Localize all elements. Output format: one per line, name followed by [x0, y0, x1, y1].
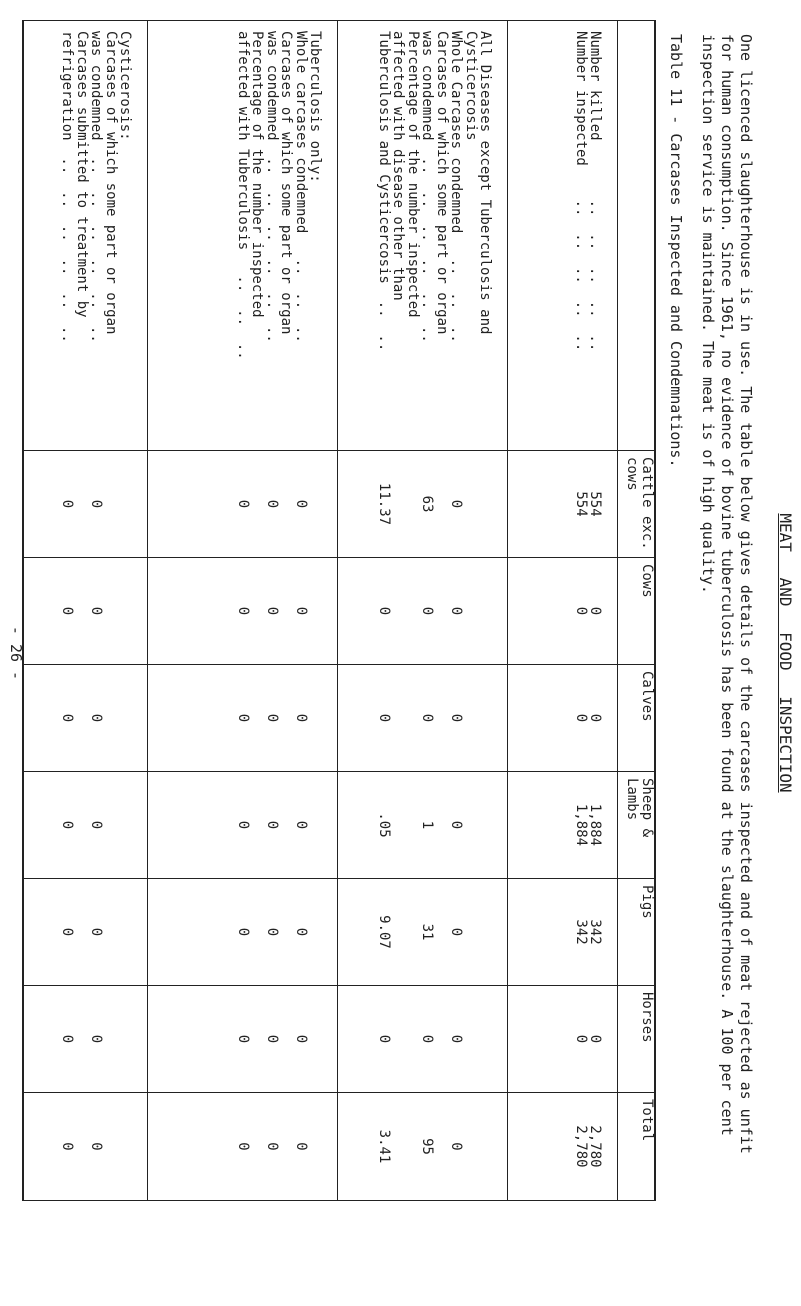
table-section: [148, 21, 338, 1201]
value-cell: [148, 879, 338, 986]
cell-value: 1,884: [573, 803, 589, 847]
cell-value: 0: [264, 927, 280, 937]
row-label: Whole carcases condemned .. .. ..: [293, 31, 309, 343]
cell-value: [308, 986, 323, 1092]
cell-value: 0: [376, 1034, 392, 1044]
table-header-row: [618, 21, 656, 1201]
cell-value: 0: [88, 820, 105, 830]
cell-value: 0: [573, 1034, 589, 1044]
cell-value: 9.07: [376, 915, 392, 949]
cell-value: [118, 986, 133, 1092]
value-cell: [24, 558, 148, 665]
cell-value: 0: [88, 927, 105, 937]
value-cell: [338, 1093, 508, 1201]
cell-value: 0: [573, 606, 589, 616]
cell-value: [464, 986, 479, 1092]
cell-value: 0: [59, 713, 76, 723]
cell-value: 0: [59, 606, 76, 616]
value-cell: [338, 665, 508, 772]
cell-value: [308, 879, 323, 985]
cell-value: 63: [419, 495, 436, 513]
cell-value: 0: [264, 1034, 280, 1044]
cell-value: [118, 558, 133, 664]
cell-value: 0: [448, 1142, 465, 1151]
value-cell: [508, 772, 618, 879]
value-cell: [338, 986, 508, 1093]
row-labels: [148, 21, 338, 451]
table-section: [24, 21, 148, 1201]
cell-value: 0: [293, 820, 309, 830]
cell-value: 0: [293, 713, 309, 723]
table-section: [508, 21, 618, 1201]
row-label: was condemned .. .. .. .. .. ..: [419, 31, 436, 343]
value-cell: [338, 879, 508, 986]
cell-value: 0: [88, 713, 105, 723]
row-label: Carcases of which some part or organ: [103, 31, 119, 335]
row-labels: [24, 21, 148, 451]
value-cell: [148, 986, 338, 1093]
column-header: Cattle exc. cows: [618, 451, 656, 558]
table-caption: Table 11 - Carcases Inspected and Condemnations.: [667, 34, 685, 468]
cell-value: 0: [587, 1034, 604, 1044]
column-header: Sheep & Lambs: [618, 772, 656, 879]
cell-value: [308, 558, 323, 664]
cell-value: 0: [88, 1142, 105, 1151]
row-label: Cysticerosis:: [117, 31, 134, 141]
cell-value: [118, 665, 133, 771]
value-cell: [24, 1093, 148, 1201]
row-label: All Diseases except Tuberculosis and: [477, 31, 494, 335]
cell-value: 0: [448, 606, 465, 616]
value-cell: [148, 558, 338, 665]
row-label: was condemned .. .. .. .. .. ..: [264, 31, 280, 343]
value-cell: [24, 665, 148, 772]
cell-value: [464, 558, 479, 664]
value-cell: [338, 772, 508, 879]
page-number: - 26 -: [7, 625, 25, 681]
cell-value: 0: [235, 606, 251, 616]
cell-value: [308, 1093, 323, 1200]
cell-value: 0: [59, 499, 76, 509]
cell-value: 0: [419, 1034, 436, 1044]
cell-value: [308, 665, 323, 771]
value-cell: [508, 558, 618, 665]
cell-value: 0: [264, 1142, 280, 1151]
cell-value: 0: [419, 713, 436, 723]
cell-value: 0: [235, 1034, 251, 1044]
cell-value: 0: [59, 927, 76, 937]
row-label: Number inspected .. .. .. .. ..: [573, 31, 589, 352]
cell-value: [464, 451, 479, 557]
cell-value: 3.41: [376, 1129, 392, 1164]
value-cell: [24, 451, 148, 558]
row-label: Carcases submitted to treatment by: [74, 31, 90, 318]
cell-value: 0: [88, 606, 105, 616]
cell-value: 0: [448, 820, 465, 830]
row-labels: [338, 21, 508, 451]
cell-value: 0: [448, 927, 465, 937]
column-header: Horses: [618, 986, 656, 1093]
cell-value: 0: [293, 1142, 309, 1151]
value-cell: [508, 1093, 618, 1201]
cell-value: 0: [264, 606, 280, 616]
row-label: Percentage of the number inspected: [405, 31, 421, 318]
carcases-table: [23, 20, 657, 1201]
row-label: refrigeration .. .. .. .. .. ..: [59, 31, 76, 343]
cell-value: 0: [88, 1034, 105, 1044]
row-label: affected with Tuberculosis .. .. ..: [235, 31, 251, 360]
row-label: Tuberculosis and Cysticercosis .. ..: [376, 31, 392, 352]
cell-value: 95: [419, 1138, 436, 1155]
cell-value: 0: [293, 499, 309, 509]
cell-value: 0: [235, 1142, 251, 1151]
cell-value: .05: [376, 812, 392, 838]
cell-value: [464, 1093, 479, 1200]
row-label: was condemned .. .. .. .. .. ..: [88, 31, 105, 343]
intro-paragraph: One licenced slaughterhouse is in use. The table below gives details of the carcases inspected and of meat rejected as unfit for human consumption. Since 1961, no evidence of bovine tuberculosis has been found at the slaughterhouse. A 100 per cent inspection service is maintained. The meat is of high quality.: [699, 34, 755, 1154]
cell-value: 0: [293, 927, 309, 937]
cell-value: 0: [59, 820, 76, 830]
value-cell: [338, 451, 508, 558]
cell-value: 1,884: [587, 803, 604, 847]
cell-value: 2,780: [573, 1125, 589, 1168]
row-label: affected with disease other than: [390, 31, 407, 301]
cell-value: 0: [448, 713, 465, 723]
cell-value: 0: [235, 713, 251, 723]
cell-value: 0: [264, 499, 280, 509]
table-section: [338, 21, 508, 1201]
column-header: Cows: [618, 558, 656, 665]
cell-value: 2,780: [587, 1125, 604, 1168]
column-header-description: [618, 21, 656, 451]
cell-value: [308, 451, 323, 557]
column-header: Calves: [618, 665, 656, 772]
cell-value: 0: [59, 1142, 76, 1151]
cell-value: [118, 1093, 133, 1200]
cell-value: 342: [587, 919, 604, 945]
column-header: Pigs: [618, 879, 656, 986]
cell-value: 0: [587, 606, 604, 616]
row-label: Number killed .. .. .. .. ..: [587, 31, 604, 352]
value-cell: [508, 986, 618, 1093]
cell-value: 0: [376, 606, 392, 616]
cell-value: 0: [573, 713, 589, 723]
cell-value: 0: [587, 713, 604, 723]
cell-value: 554: [573, 491, 589, 517]
value-cell: [24, 879, 148, 986]
cell-value: 0: [59, 1034, 76, 1044]
cell-value: 0: [88, 499, 105, 509]
cell-value: 0: [264, 713, 280, 723]
cell-value: 0: [293, 1034, 309, 1044]
cell-value: 11.37: [376, 482, 392, 526]
value-cell: [508, 879, 618, 986]
row-label: Whole Carcases condemned .. .. ..: [448, 31, 465, 343]
value-cell: [338, 558, 508, 665]
row-label: Cysticercosis: [463, 31, 479, 141]
cell-value: 0: [448, 1034, 465, 1044]
cell-value: [464, 772, 479, 878]
cell-value: [118, 879, 133, 985]
row-label: Tuberculosis only:: [307, 31, 324, 183]
cell-value: 0: [419, 606, 436, 616]
value-cell: [148, 1093, 338, 1201]
cell-value: 0: [235, 927, 251, 937]
value-cell: [148, 451, 338, 558]
value-cell: [24, 986, 148, 1093]
cell-value: [464, 879, 479, 985]
cell-value: 0: [293, 606, 309, 616]
value-cell: [508, 451, 618, 558]
cell-value: [464, 665, 479, 771]
value-cell: [508, 665, 618, 772]
cell-value: 0: [376, 713, 392, 723]
cell-value: 0: [235, 499, 251, 509]
page-heading: MEAT AND FOOD INSPECTION: [776, 513, 795, 793]
value-cell: [148, 665, 338, 772]
cell-value: 1: [419, 820, 436, 830]
cell-value: 342: [573, 919, 589, 945]
row-label: Carcases of which some part or organ: [278, 31, 295, 335]
row-label: Carcases of which some part or organ: [434, 31, 450, 335]
cell-value: [118, 451, 133, 557]
cell-value: 0: [448, 499, 465, 509]
cell-value: [308, 772, 323, 878]
value-cell: [148, 772, 338, 879]
cell-value: 31: [419, 923, 436, 941]
value-cell: [24, 772, 148, 879]
row-label: Percentage of the number inspected: [249, 31, 266, 318]
column-header: Total: [618, 1093, 656, 1201]
row-labels: [508, 21, 618, 451]
cell-value: [118, 772, 133, 878]
cell-value: 554: [587, 491, 604, 517]
cell-value: 0: [264, 820, 280, 830]
cell-value: 0: [235, 820, 251, 830]
